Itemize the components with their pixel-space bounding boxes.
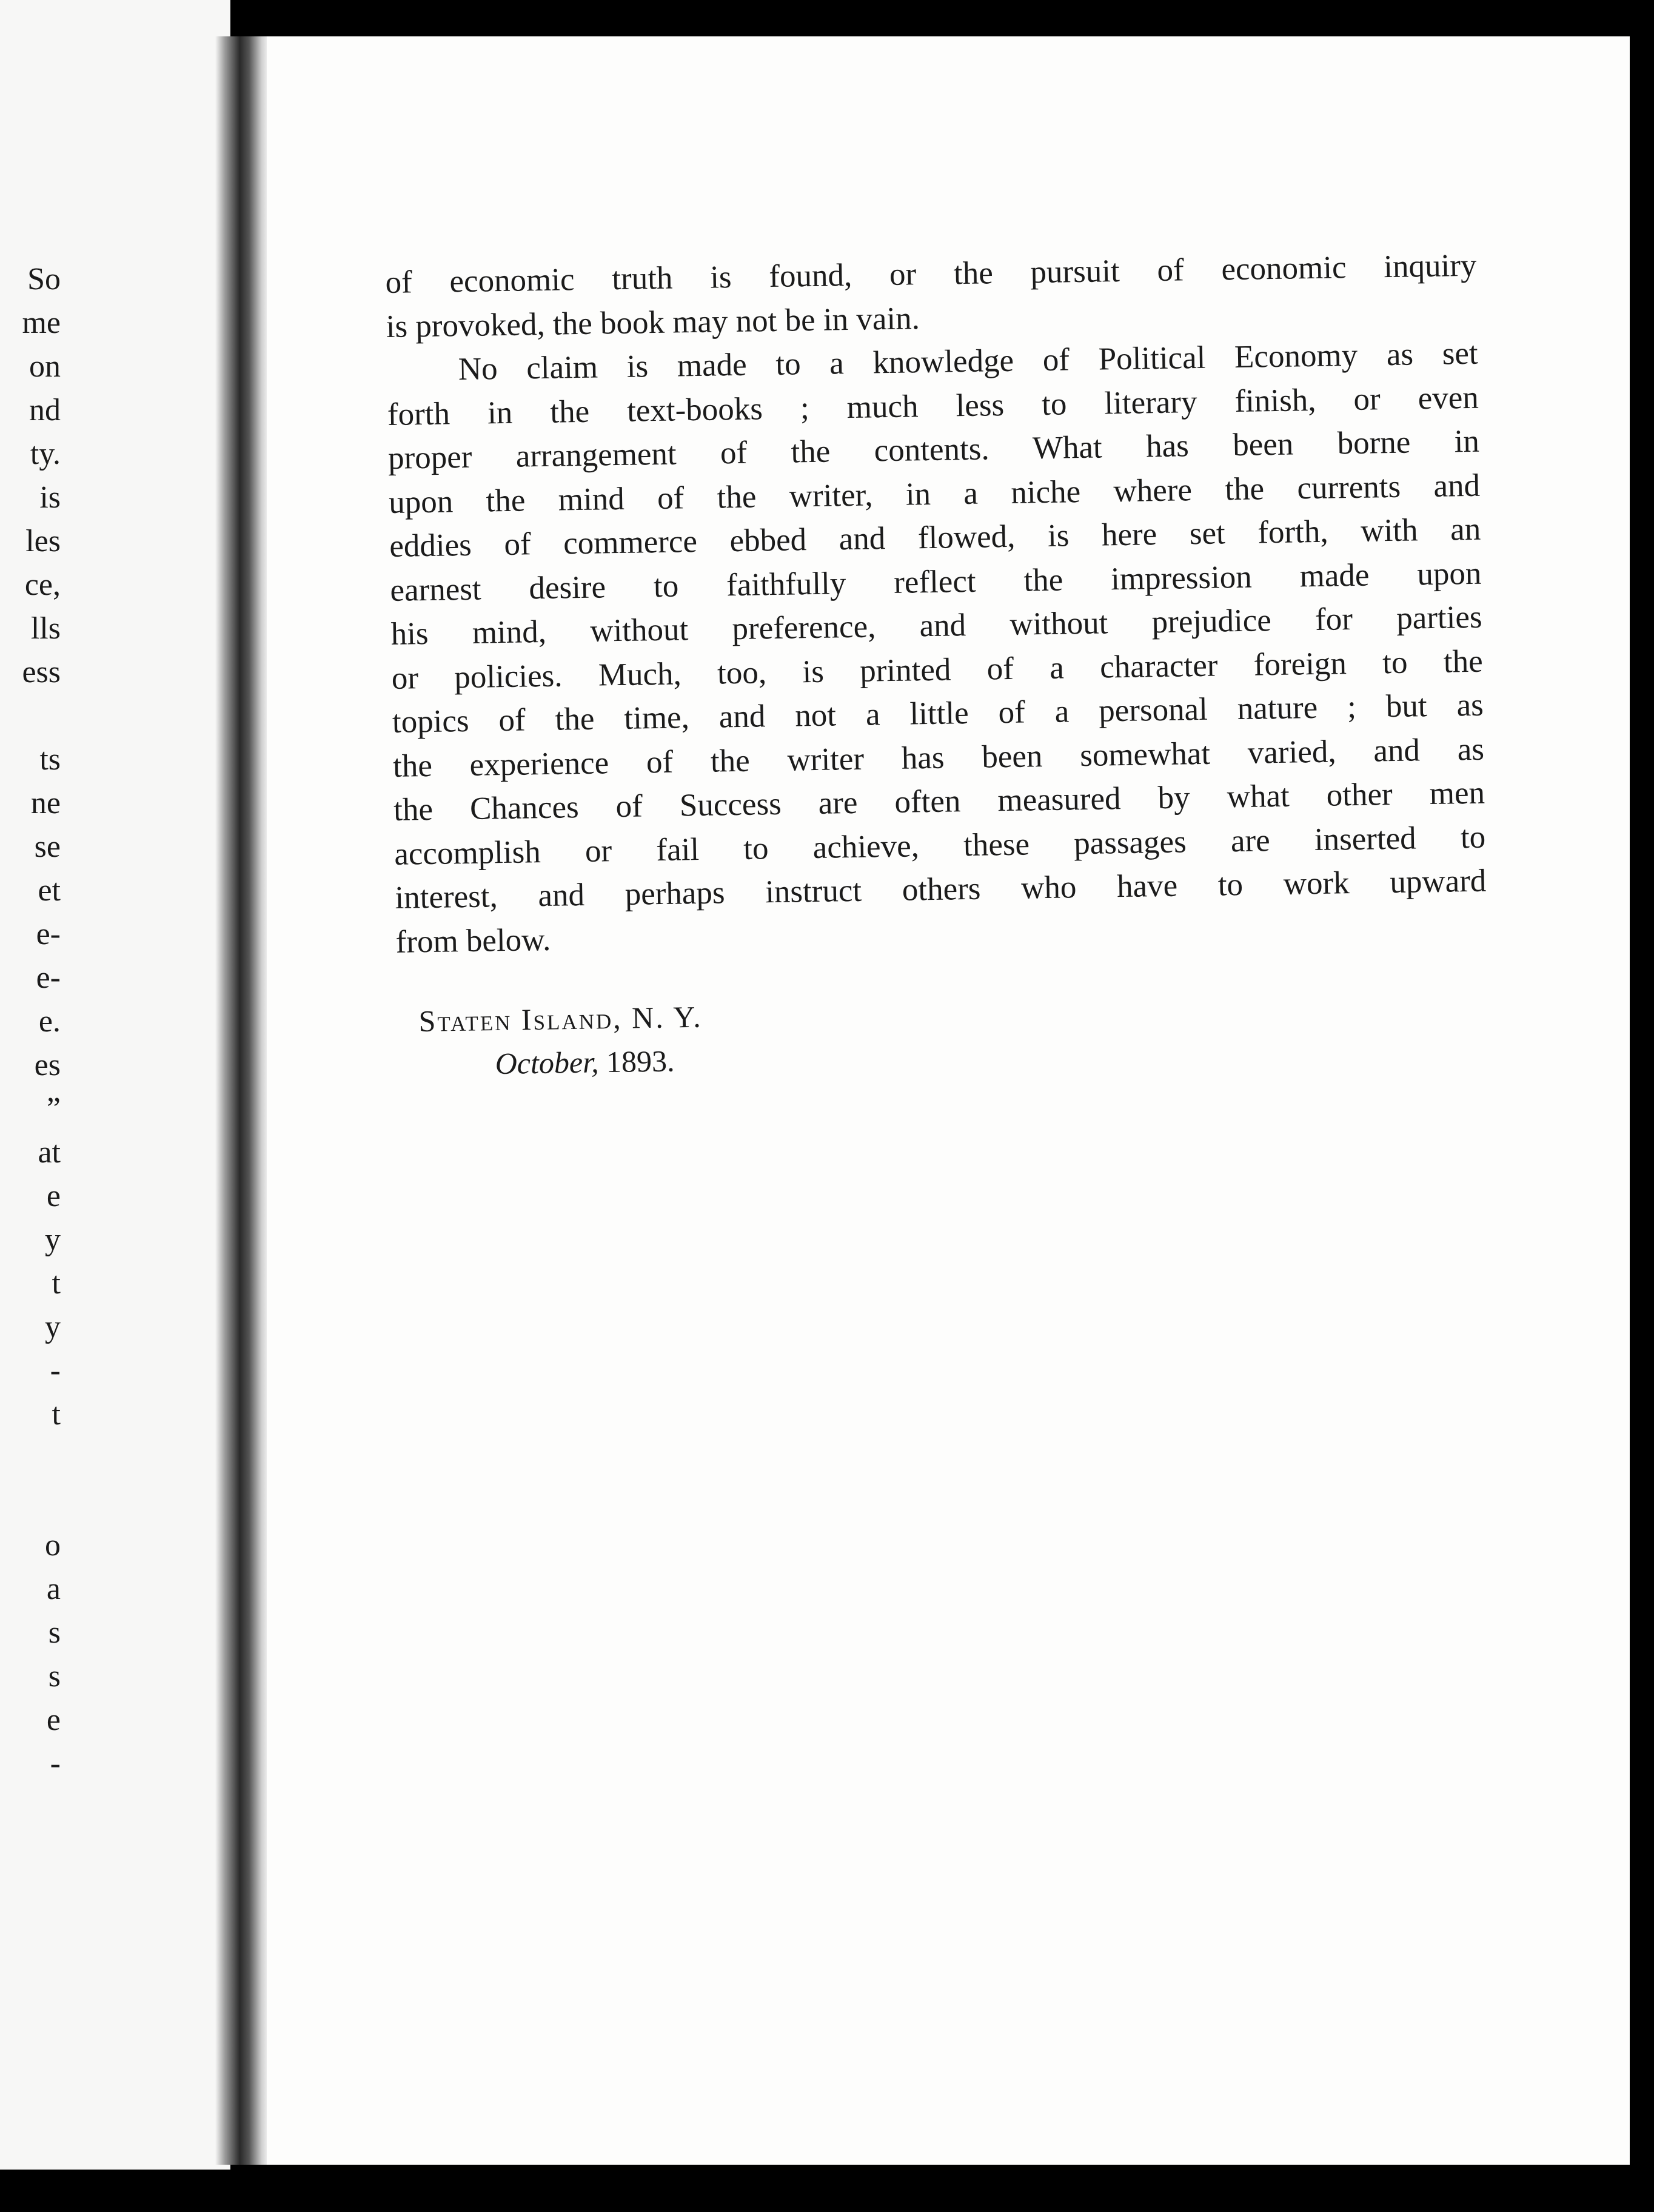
- fragment-gap: [0, 1436, 61, 1480]
- fragment-line: ess: [22, 655, 61, 689]
- scan-border-bottom: [0, 2170, 1654, 2212]
- fragment-gap: [0, 694, 61, 738]
- fragment-line: ty.: [30, 437, 61, 471]
- fragment-line: me: [22, 306, 61, 340]
- fragment-gap: [0, 1480, 61, 1524]
- text-line: the experience of the writer has been somewhat varied, and as: [392, 731, 1485, 784]
- preface-signature: [418, 995, 703, 1087]
- preface-body-text: [385, 244, 1487, 964]
- text-line: topics of the time, and not a little of a personal nature ; but as: [392, 687, 1484, 740]
- signature-month: October,: [495, 1045, 599, 1081]
- fragment-line: y: [45, 1222, 61, 1257]
- text-line: is provoked, the book may not be in vain.: [386, 300, 920, 344]
- previous-page-fragment: [0, 0, 230, 2212]
- text-line: from below.: [395, 922, 551, 960]
- fragment-line: y: [45, 1310, 61, 1344]
- book-gutter-shadow: [215, 36, 270, 2165]
- fragment-line: t: [52, 1397, 61, 1432]
- fragment-line: at: [38, 1135, 61, 1170]
- text-line: of economic truth is found, or the pursuit of economic inquiry: [385, 247, 1477, 300]
- fragment-line: es: [34, 1048, 61, 1082]
- fragment-line: e: [46, 1179, 61, 1213]
- text-line: earnest desire to faithfully reflect the impression made upon: [390, 555, 1482, 608]
- fragment-line: on: [29, 349, 61, 384]
- fragment-line: a: [46, 1572, 61, 1606]
- text-line: proper arrangement of the contents. What has been borne in: [387, 423, 1480, 476]
- fragment-line: o: [45, 1528, 61, 1563]
- fragment-line: e.: [38, 1004, 61, 1039]
- text-line: No claim is made to a knowledge of Political Economy as set: [458, 335, 1479, 387]
- previous-page-line-ends: [0, 258, 61, 1786]
- fragment-line: lls: [30, 611, 61, 646]
- text-line: the Chances of Success are often measured by what other men: [393, 775, 1485, 828]
- fragment-line: ne: [30, 786, 61, 820]
- fragment-line: -: [50, 1353, 61, 1388]
- fragment-line: les: [25, 524, 61, 558]
- fragment-line: nd: [29, 393, 61, 427]
- text-line: forth in the text-books ; much less to literary finish, or even: [387, 380, 1479, 432]
- fragment-line: So: [27, 262, 61, 297]
- text-line: or policies. Much, too, is printed of a character foreign to the: [391, 643, 1484, 696]
- fragment-line: t: [52, 1266, 61, 1301]
- fragment-line: ”: [46, 1091, 61, 1126]
- fragment-line: s: [48, 1659, 61, 1694]
- text-line: upon the mind of the writer, in a niche where the currents and: [388, 468, 1481, 520]
- fragment-line: is: [39, 480, 61, 515]
- fragment-line: ce,: [24, 568, 61, 602]
- fragment-line: e: [46, 1703, 61, 1737]
- fragment-line: s: [48, 1615, 61, 1650]
- scan-border-right: [1630, 0, 1654, 2212]
- text-line: eddies of commerce ebbed and flowed, is here set forth, with an: [389, 511, 1481, 564]
- fragment-line: e-: [36, 917, 61, 951]
- fragment-line: ts: [39, 742, 61, 777]
- fragment-line: -: [50, 1746, 61, 1781]
- text-line: accomplish or fail to achieve, these passages are inserted to: [393, 819, 1486, 872]
- signature-year: 1893.: [606, 1044, 675, 1079]
- fragment-line: e-: [36, 960, 61, 995]
- fragment-line: et: [38, 873, 61, 908]
- signature-place: Staten Island, N. Y.: [418, 999, 703, 1038]
- text-line: his mind, without preference, and without prejudice for parties: [390, 599, 1482, 652]
- text-line: interest, and perhaps instruct others who have to work upward: [395, 863, 1487, 916]
- signature-date: [419, 1039, 703, 1087]
- fragment-line: se: [34, 830, 61, 864]
